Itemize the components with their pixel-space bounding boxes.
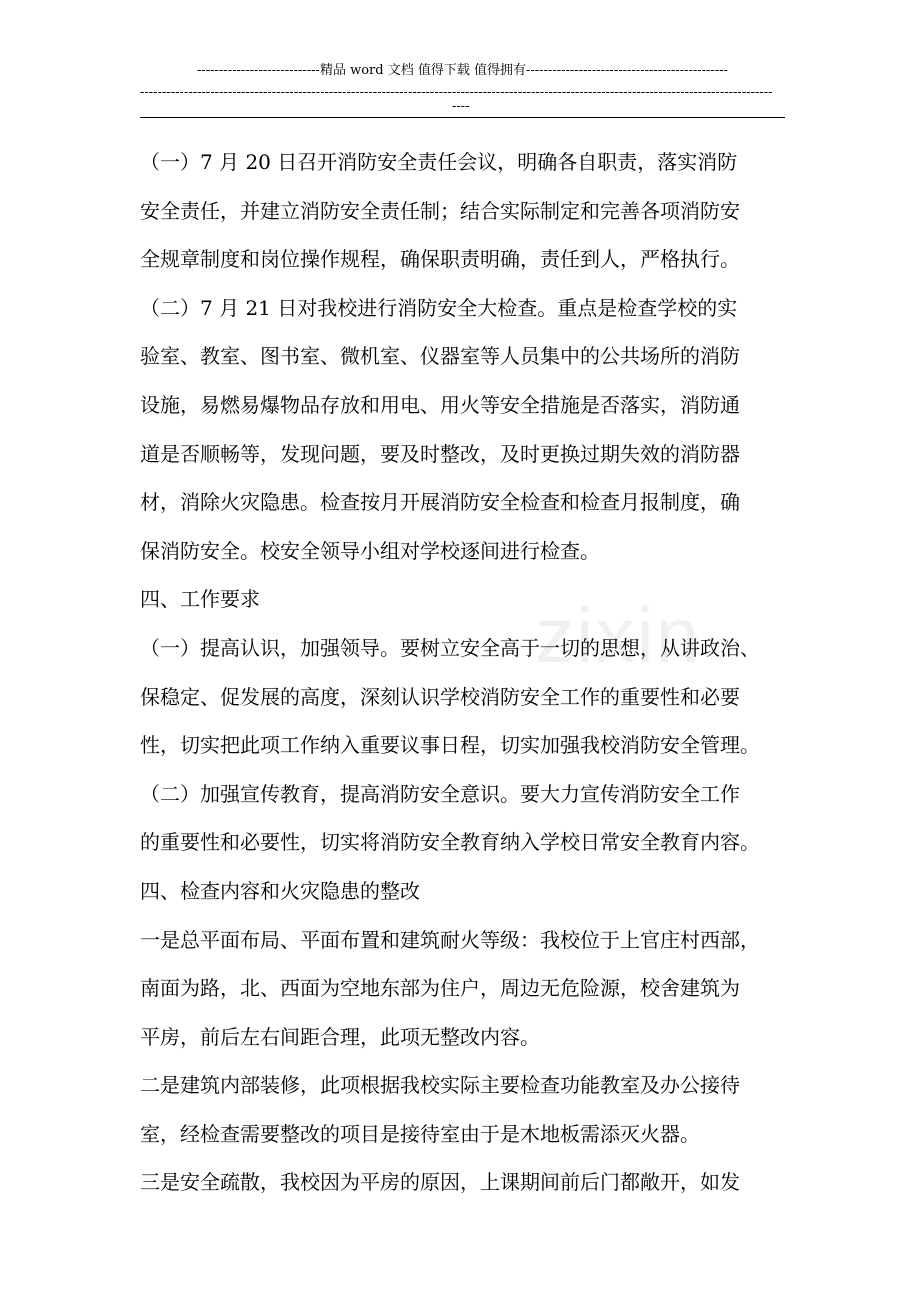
section-heading: 四、检查内容和火灾隐患的整改 [140, 878, 420, 903]
body-line: 验室、教室、图书室、微机室、仪器室等人员集中的公共场所的消防 [140, 344, 740, 369]
body-line: 道是否顺畅等，发现问题，要及时整改，及时更换过期失效的消防器 [140, 441, 740, 466]
document-body [140, 138, 785, 1207]
body-line: 室，经检查需要整改的项目是接待室由于是木地板需添灭火器。 [140, 1121, 700, 1146]
watermark-logo: zixin [535, 591, 702, 679]
body-line: （二）加强宣传教育，提高消防安全意识。要大力宣传消防安全工作 [140, 781, 740, 806]
body-line: 材，消除火灾隐患。检查按月开展消防安全检查和检查月报制度，确 [140, 490, 740, 515]
body-line: 平房，前后左右间距合理，此项无整改内容。 [140, 1024, 540, 1049]
header-rule [140, 117, 785, 118]
header-banner: ----------------------------精品 word 文档 值得下载 值得拥有---------------------------------------------- [196, 63, 729, 78]
body-line: 一是总平面布局、平面布置和建筑耐火等级：我校位于上官庄村西部， [140, 927, 760, 952]
body-line: 设施，易燃易爆物品存放和用电、用火等安全措施是否落实，消防通 [140, 392, 740, 417]
body-line: （二）7 月 21 日对我校进行消防安全大检查。重点是检查学校的实 [140, 295, 738, 320]
header-dash-tail: ---- [452, 99, 470, 114]
body-line: 南面为路，北、西面为空地东部为住户，周边无危险源，校舍建筑为 [140, 976, 740, 1001]
body-line: 全规章制度和岗位操作规程，确保职责明确，责任到人，严格执行。 [140, 247, 740, 272]
body-line: 保稳定、促发展的高度，深刻认识学校消防安全工作的重要性和必要 [140, 684, 740, 709]
body-line: 的重要性和必要性，切实将消防安全教育纳入学校日常安全教育内容。 [140, 830, 760, 855]
section-heading: 四、工作要求 [140, 587, 260, 612]
body-line: 三是安全疏散，我校因为平房的原因，上课期间前后门都敞开，如发 [140, 1170, 740, 1195]
body-line: 性，切实把此项工作纳入重要议事日程，切实加强我校消防安全管理。 [140, 733, 760, 758]
body-line: （一）7 月 20 日召开消防安全责任会议，明确各自职责，落实消防 [140, 150, 738, 174]
body-line: 安全责任，并建立消防安全责任制；结合实际制定和完善各项消防安 [140, 198, 740, 223]
body-line: 二是建筑内部装修，此项根据我校实际主要检查功能教室及办公接待 [140, 1073, 740, 1098]
header-dash-line: ------------------------------------------------------------------------------------------------------------------------------------------------ [140, 85, 773, 100]
body-line: 保消防安全。校安全领导小组对学校逐间进行检查。 [140, 538, 600, 563]
body-line: （一）提高认识，加强领导。要树立安全高于一切的思想，从讲政治、 [140, 635, 760, 660]
